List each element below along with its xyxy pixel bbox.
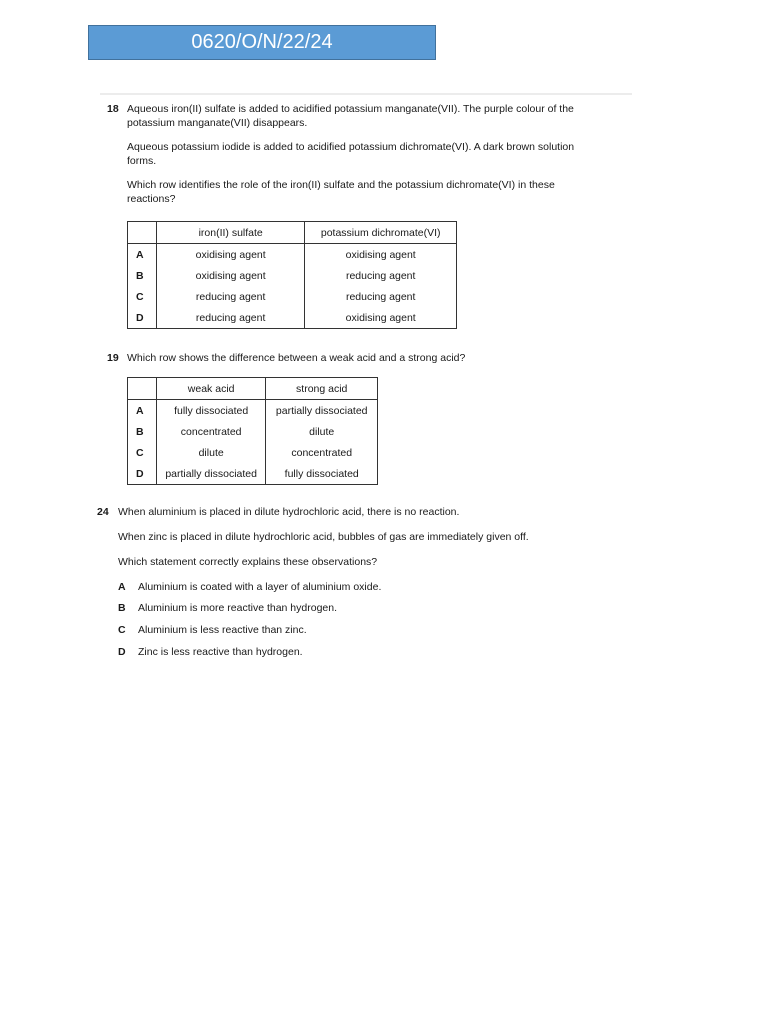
option-letter: A bbox=[118, 581, 126, 593]
q18-cell: oxidising agent bbox=[305, 307, 457, 329]
q18-row-letter: C bbox=[128, 286, 157, 307]
q19-cell: partially dissociated bbox=[156, 463, 266, 485]
option-letter: C bbox=[118, 624, 126, 636]
q19-cell: partially dissociated bbox=[266, 400, 378, 422]
q18-paragraph-1: Aqueous iron(II) sulfate is added to acidified potassium manganate(VII). The purple colour of the potassium manganate(VII) disappears. bbox=[127, 103, 574, 129]
paper-code-banner bbox=[88, 25, 436, 60]
q18-cell: oxidising agent bbox=[305, 244, 457, 266]
q18-col-header: iron(II) sulfate bbox=[156, 222, 304, 244]
q18-cell: oxidising agent bbox=[156, 244, 304, 266]
q18-cell: oxidising agent bbox=[156, 265, 304, 286]
q19-row-letter: B bbox=[128, 421, 157, 442]
q18-body bbox=[127, 102, 597, 216]
q19-row[interactable] bbox=[128, 442, 378, 463]
q24-question: Which statement correctly explains these observations? bbox=[118, 556, 378, 568]
q18-cell: reducing agent bbox=[156, 307, 304, 329]
q19-table-corner bbox=[128, 378, 157, 400]
q18-table-corner bbox=[128, 222, 157, 244]
q19-row[interactable] bbox=[128, 400, 378, 422]
q19-row-letter: A bbox=[128, 400, 157, 422]
q24-number: 24 bbox=[97, 506, 109, 518]
q24-paragraph-1: When aluminium is placed in dilute hydrochloric acid, there is no reaction. bbox=[118, 506, 460, 518]
q18-row[interactable] bbox=[128, 244, 457, 266]
q19-cell: dilute bbox=[156, 442, 266, 463]
paper-code: 0620/O/N/22/24 bbox=[191, 31, 333, 53]
q19-table bbox=[127, 377, 378, 485]
q19-col-header: weak acid bbox=[156, 378, 266, 400]
q18-row[interactable] bbox=[128, 265, 457, 286]
q19-cell: concentrated bbox=[266, 442, 378, 463]
q18-paragraph-2: Aqueous potassium iodide is added to acidified potassium dichromate(VI). A dark brown solution forms. bbox=[127, 141, 575, 167]
q18-row-letter: A bbox=[128, 244, 157, 266]
q24-option-c[interactable] bbox=[118, 623, 307, 637]
q18-row[interactable] bbox=[128, 286, 457, 307]
q19-row[interactable] bbox=[128, 463, 378, 485]
q18-cell: reducing agent bbox=[305, 286, 457, 307]
option-text: Zinc is less reactive than hydrogen. bbox=[138, 646, 303, 658]
scan-top-edge bbox=[100, 93, 632, 95]
q24-option-b[interactable] bbox=[118, 601, 337, 615]
q19-row-letter: D bbox=[128, 463, 157, 485]
q18-number: 18 bbox=[107, 103, 119, 115]
q19-question: Which row shows the difference between a weak acid and a strong acid? bbox=[127, 352, 466, 364]
q19-cell: dilute bbox=[266, 421, 378, 442]
q18-row-letter: B bbox=[128, 265, 157, 286]
q18-row-letter: D bbox=[128, 307, 157, 329]
q19-number: 19 bbox=[107, 352, 119, 364]
option-letter: D bbox=[118, 646, 126, 658]
q19-cell: concentrated bbox=[156, 421, 266, 442]
q24-option-d[interactable] bbox=[118, 645, 303, 659]
q19-row[interactable] bbox=[128, 421, 378, 442]
q19-cell: fully dissociated bbox=[156, 400, 266, 422]
option-letter: B bbox=[118, 602, 126, 614]
q19-cell: fully dissociated bbox=[266, 463, 378, 485]
q18-cell: reducing agent bbox=[156, 286, 304, 307]
option-text: Aluminium is coated with a layer of aluminium oxide. bbox=[138, 581, 382, 593]
q19-col-header: strong acid bbox=[266, 378, 378, 400]
q19-row-letter: C bbox=[128, 442, 157, 463]
option-text: Aluminium is less reactive than zinc. bbox=[138, 624, 307, 636]
q24-option-a[interactable] bbox=[118, 580, 381, 594]
q24-paragraph-2: When zinc is placed in dilute hydrochloric acid, bubbles of gas are immediately given off. bbox=[118, 531, 529, 543]
q18-col-header: potassium dichromate(VI) bbox=[305, 222, 457, 244]
option-text: Aluminium is more reactive than hydrogen. bbox=[138, 602, 338, 614]
q18-table bbox=[127, 221, 457, 329]
q18-question: Which row identifies the role of the iron(II) sulfate and the potassium dichromate(VI) in these reactions? bbox=[127, 179, 555, 205]
q18-row[interactable] bbox=[128, 307, 457, 329]
q18-cell: reducing agent bbox=[305, 265, 457, 286]
